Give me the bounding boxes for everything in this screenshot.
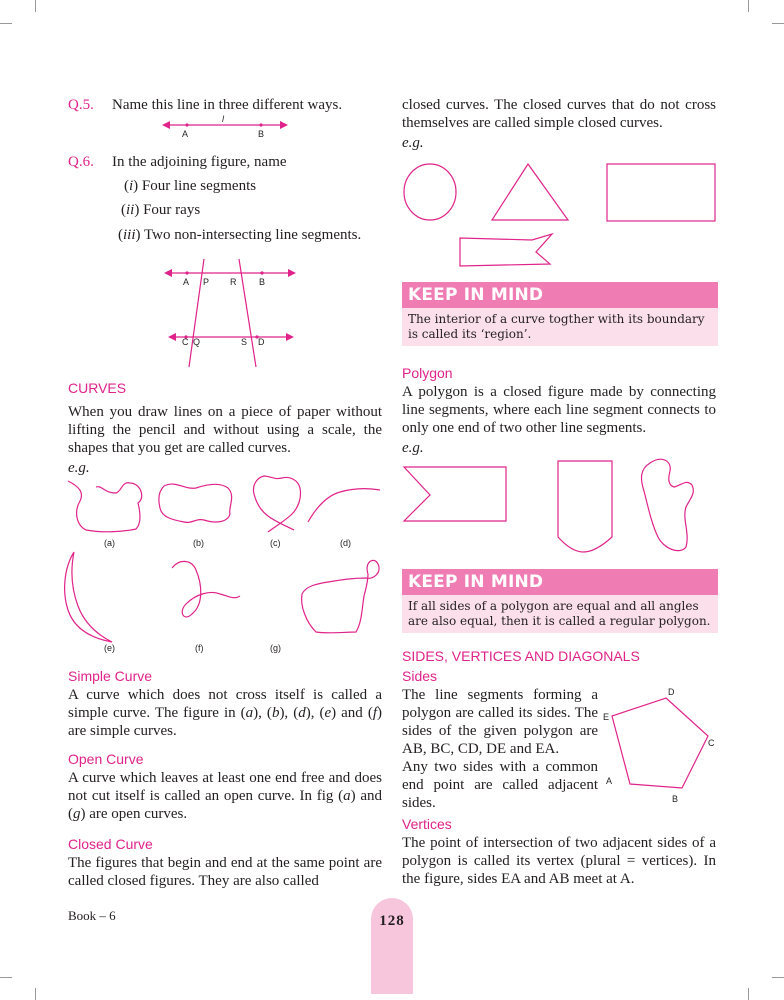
curves-text: When you draw lines on a piece of paper without lifting the pencil and without using a scale, the shapes that you get are called curves. (68, 404, 382, 456)
crop-mark (748, 988, 749, 1000)
pentagon-label-e: E (603, 712, 610, 722)
q5-number: Q.5. (68, 97, 94, 113)
closed-shapes (400, 158, 720, 270)
q6-item-3-text: Two non-intersecting line segments. (144, 227, 362, 243)
q6-label-s: S (241, 337, 248, 347)
curve-a (66, 475, 146, 535)
q6-item-2-roman: ii (126, 202, 135, 218)
curve-f (166, 556, 242, 624)
q5-label-l: l (222, 114, 224, 124)
sep: ), ( (305, 705, 325, 721)
q6-label-q: Q (193, 337, 201, 347)
curve-caption-c: (c) (270, 538, 281, 548)
q6-item-2: (ii) Four rays (121, 202, 201, 218)
polygon-heading: Polygon (402, 365, 453, 381)
curve-caption-a: (a) (104, 538, 115, 548)
q6-item-3-roman: iii (123, 227, 136, 243)
open-curve-text (68, 769, 382, 823)
curve-b (156, 478, 236, 528)
curve-caption-d: (d) (340, 538, 351, 548)
sep: ) and ( (68, 788, 383, 822)
ref-a: a (245, 705, 254, 721)
sep: ), ( (253, 705, 272, 721)
simple-curve-text (68, 686, 382, 740)
page-number: 128 (379, 913, 405, 929)
q6-item-1-text: Four line segments (141, 178, 257, 194)
closed-curve-text: The figures that begin and end at the same point are called closed figures. They are also called (68, 855, 382, 889)
ref-d: d (298, 705, 306, 721)
q6-item-2-text: Four rays (143, 202, 201, 218)
ref-f: f (372, 705, 377, 721)
q5-question: Name this line in three different ways. (112, 97, 343, 113)
polygon-eg: e.g. (402, 440, 424, 456)
curves-heading: CURVES (68, 380, 127, 396)
crop-mark (772, 977, 784, 978)
open-curve-heading: Open Curve (68, 751, 144, 767)
footer-book: Book – 6 (68, 908, 116, 923)
curve-d (306, 484, 386, 524)
closed-curve-heading: Closed Curve (68, 836, 153, 852)
keep-in-mind-box-2: If all sides of a polygon are equal and all angles are also equal, then it is called a regular polygon. (402, 595, 718, 633)
adjacent-sides-text: Any two sides with a common end point are called adjacent sides. (402, 759, 598, 811)
ref-g: g (73, 806, 81, 822)
crop-mark (35, 0, 36, 12)
pentagon-figure (600, 680, 720, 800)
closed-curve-text-cont: closed curves. The closed curves that do not cross themselves are called simple closed curves. (402, 97, 716, 131)
flag-shape (460, 234, 552, 266)
curve-caption-b: (b) (193, 538, 204, 548)
crop-mark (0, 23, 12, 24)
q6-item-1-roman: i (129, 178, 134, 194)
q5-label-a: A (182, 129, 189, 139)
simple-curve-heading: Simple Curve (68, 668, 153, 684)
polygon-text: A polygon is a closed figure made by connecting line segments, where each line segment connects to only one end of two other line segments. (402, 384, 716, 436)
pentagon-label-b: B (672, 794, 679, 804)
crop-mark (35, 988, 36, 1000)
q6-figure (160, 255, 300, 370)
q6-label-b: B (259, 277, 266, 287)
q6-number: Q.6. (68, 154, 94, 170)
q6-item-3: (iii) Two non-intersecting line segments. (118, 227, 362, 243)
sep: ), ( (279, 705, 299, 721)
sides-heading: Sides (402, 668, 438, 684)
q6-label-c: C (182, 337, 189, 347)
ref-b: b (271, 705, 280, 721)
vertices-heading: Vertices (402, 816, 452, 832)
curve-c (246, 472, 306, 534)
ref-a: a (343, 788, 351, 804)
curve-caption-g: (g) (270, 643, 281, 653)
crop-mark (772, 23, 784, 24)
q6-question: In the adjoining figure, name (112, 154, 287, 170)
pentagon-label-d: D (668, 687, 675, 697)
simple-curve-text-post: ) are simple curves. (68, 705, 382, 739)
shield-polygon (558, 461, 612, 552)
ref-e: e (324, 705, 332, 721)
keep-in-mind-box-1: The interior of a curve togther with its boundary is called its ‘region’. (402, 308, 718, 346)
pentagon-label-c: C (708, 738, 715, 748)
curve-e (60, 548, 120, 644)
crop-mark (0, 977, 12, 978)
curve-caption-f: (f) (195, 643, 204, 653)
q6-item-1: (i) Four line segments (124, 178, 257, 194)
crop-mark (748, 0, 749, 12)
curve-caption-e: (e) (104, 643, 115, 653)
keep-in-mind-bar-2: KEEP IN MIND (402, 569, 718, 595)
vertices-text: The point of intersection of two adjacent sides of a polygon is called its vertex (plural = vertices). In the figure, sides EA and AB meet at A. (402, 835, 716, 887)
closed-curve-eg: e.g. (402, 135, 424, 151)
q5-label-b: B (258, 129, 265, 139)
keep-in-mind-bar-1: KEEP IN MIND (402, 282, 718, 308)
q6-label-r: R (230, 277, 237, 287)
curve-g (296, 552, 386, 636)
q6-label-d: D (258, 337, 265, 347)
blob-polygon (642, 459, 694, 550)
rectangle-shape (607, 164, 715, 221)
q6-label-p: P (203, 277, 210, 287)
curves-eg: e.g. (68, 460, 90, 476)
open-curve-text-post: ) are open curves. (80, 806, 188, 822)
arrow-polygon (404, 467, 506, 521)
sides-text: The line segments forming a polygon are called its sides. The sides of the given polygon are AB, BC, CD, DE and EA. (402, 687, 598, 757)
open-curve-text-pre: A curve which leaves at least one end free and does not cut itself is called an open curve. In fig ( (68, 770, 382, 804)
svd-heading: SIDES, VERTICES AND DIAGONALS (402, 648, 640, 664)
pentagon-label-a: A (606, 776, 613, 786)
sep: ) and ( (331, 705, 373, 721)
circle-shape (404, 164, 456, 220)
q5-line-figure (160, 112, 290, 142)
q6-label-a: A (183, 277, 190, 287)
triangle-shape (492, 164, 568, 220)
polygon-shapes (400, 455, 720, 555)
simple-curve-text-pre: A curve which does not cross itself is called a simple curve. The figure in ( (68, 687, 382, 721)
